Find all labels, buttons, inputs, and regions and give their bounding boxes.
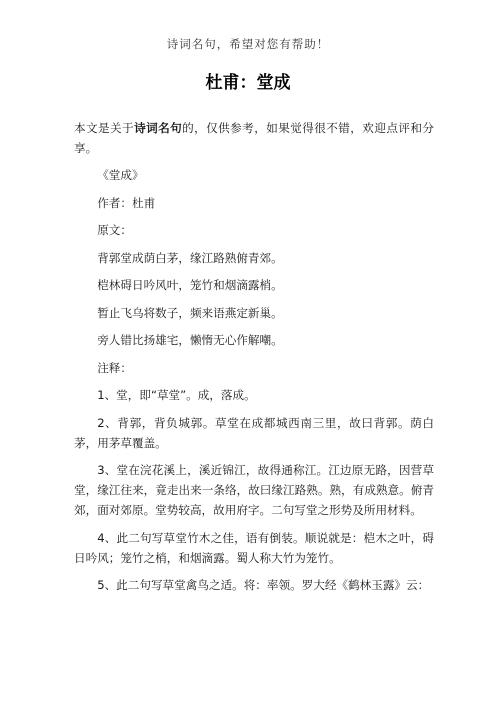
- note-item: 4、此二句写草堂竹木之佳，语有倒装。顺说就是：桤木之叶，碍日吟风；笼竹之梢，和烟滴露。蜀人称大竹为笼竹。: [74, 530, 434, 565]
- poem-author: 作者：杜甫: [97, 195, 156, 210]
- note-item: 3、堂在浣花溪上，溪近锦江，故得通称江。江边原无路，因营草堂，缘江往来，竟走出来一条络，故曰缘江路熟。熟，有成熟意。俯青郊，面对郊原。堂势较高，故用府字。二句写堂之形势及所用材料。: [74, 463, 434, 517]
- intro-paragraph: [74, 118, 434, 158]
- note-item: 5、此二句写草堂禽鸟之适。将：率领。罗大经《鹤林玉露》云：: [97, 578, 430, 592]
- page-header: 诗词名句，希望对您有帮助！: [166, 37, 330, 51]
- intro-before: 本文是关于: [74, 121, 135, 135]
- intro-keyword-link[interactable]: 诗词名句: [134, 121, 183, 135]
- poem-line: 旁人错比扬雄宅，懒惰无心作解嘲。: [97, 333, 283, 347]
- intro-after: 的，仅供参考，如果觉得很不错，欢迎点评和分享。: [74, 121, 434, 155]
- note-item: 2、背郭，背负城郭。草堂在成都城西南三里，故曰背郭。荫白茅，用茅草覆盖。: [74, 415, 434, 450]
- poem-line: 背郭堂成荫白茅，缘江路熟俯青郊。: [97, 250, 283, 265]
- notes-label: 注释：: [97, 360, 132, 375]
- document-body: [74, 118, 434, 603]
- poem-line: 暂止飞乌将数子，频来语燕定新巢。: [97, 305, 283, 320]
- poem-line: 桤林碍日吟风叶，笼竹和烟滴露梢。: [97, 278, 283, 292]
- original-text-label: 原文：: [97, 223, 132, 237]
- document-title: 杜甫：堂成: [205, 73, 291, 93]
- note-item: 1、堂，即“草堂”。成，落成。: [97, 388, 256, 402]
- poem-title: 《堂成》: [97, 168, 144, 182]
